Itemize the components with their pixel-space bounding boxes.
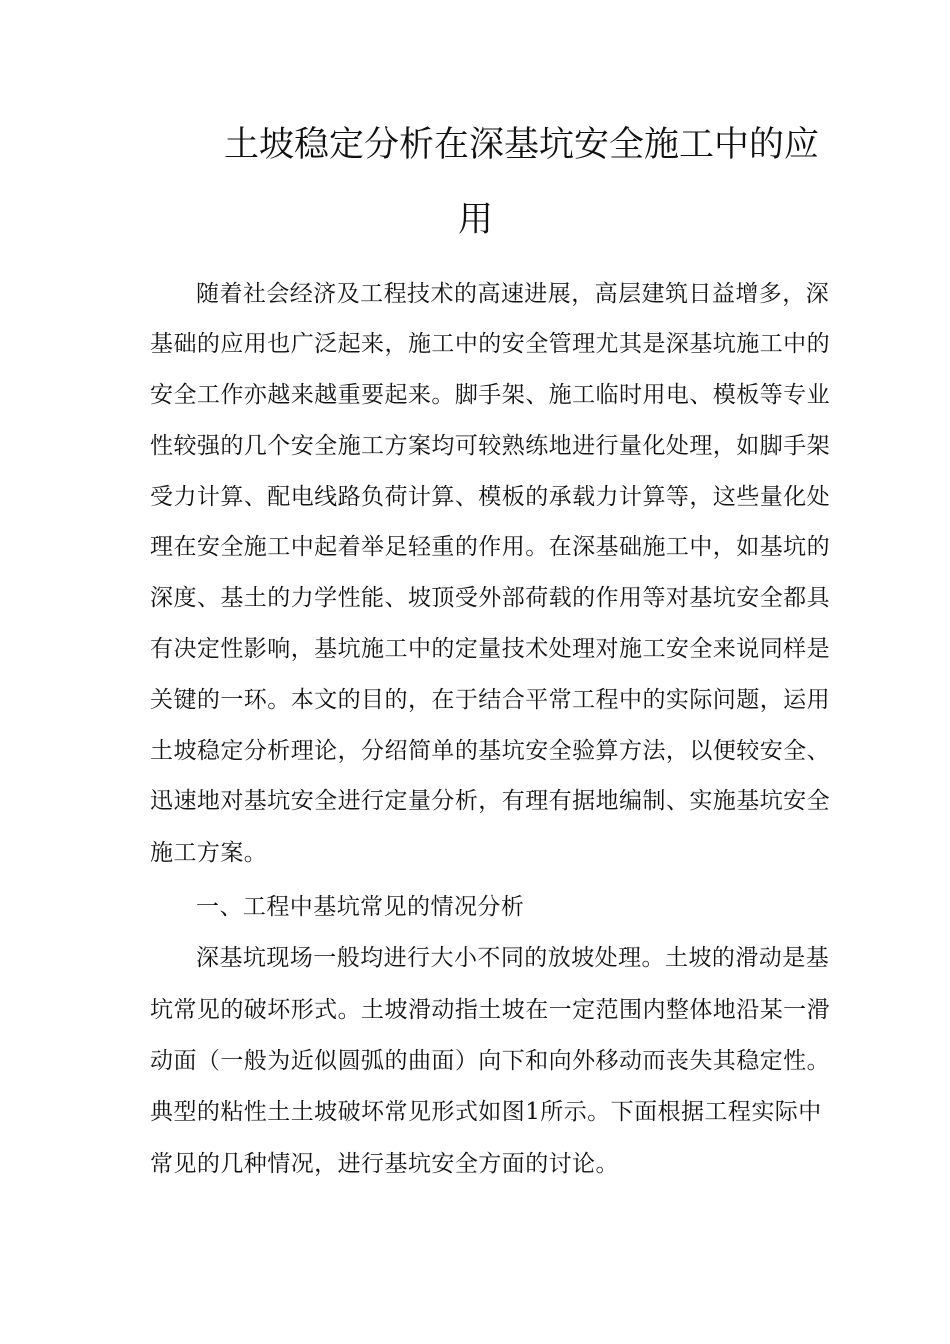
- paragraph-1-line-2: 基础的应用也广泛起来，施工中的安全管理尤其是深基坑施工中的: [150, 331, 831, 357]
- paragraph-1-line-1: 随着社会经济及工程技术的高速进展，高层建筑日益增多，深: [196, 281, 830, 307]
- paragraph-2-line-1: 深基坑现场一般均进行大小不同的放坡处理。土坡的滑动是基: [196, 945, 830, 971]
- paragraph-1-line-7: 深度、基土的力学性能、坡顶受外部荷载的作用等对基坑安全都具: [150, 585, 831, 611]
- paragraph-1-line-6: 理在安全施工中起着举足轻重的作用。在深基础施工中，如基坑的: [150, 534, 831, 560]
- paragraph-2-line-4: 典型的粘性土土坡破坏常见形式如图1所示。下面根据工程实际中: [150, 1099, 822, 1125]
- paragraph-1-line-10: 土坡稳定分析理论，分绍简单的基坑安全验算方法，以便较安全、: [150, 738, 831, 764]
- document-title-line-1: 土坡稳定分析在深基坑安全施工中的应: [224, 125, 820, 165]
- paragraph-1-line-11: 迅速地对基坑安全进行定量分析，有理有据地编制、实施基坑安全: [150, 788, 831, 814]
- paragraph-1-line-9: 关键的一环。本文的目的，在于结合平常工程中的实际问题，运用: [150, 687, 831, 713]
- paragraph-2-line-5: 常见的几种情况，进行基坑安全方面的讨论。: [150, 1151, 619, 1177]
- paragraph-2-line-3: 动面（一般为近似圆弧的曲面）向下和向外移动而丧失其稳定性。: [150, 1048, 831, 1074]
- paragraph-2-line-2: 坑常见的破坏形式。土坡滑动指土坡在一定范围内整体地沿某一滑: [150, 997, 831, 1023]
- paragraph-1-line-8: 有决定性影响，基坑施工中的定量技术处理对施工安全来说同样是: [150, 636, 831, 662]
- paragraph-1-line-4: 性较强的几个安全施工方案均可较熟练地进行量化处理，如脚手架: [150, 433, 831, 459]
- paragraph-1-line-12: 施工方案。: [150, 840, 268, 866]
- section-heading: 一、工程中基坑常见的情况分析: [196, 894, 525, 920]
- paragraph-1-line-5: 受力计算、配电线路负荷计算、模板的承载力计算等，这些量化处: [150, 484, 831, 510]
- document-title-line-2: 用: [458, 200, 494, 240]
- paragraph-1-line-3: 安全工作亦越来越重要起来。脚手架、施工临时用电、模板等专业: [150, 382, 831, 408]
